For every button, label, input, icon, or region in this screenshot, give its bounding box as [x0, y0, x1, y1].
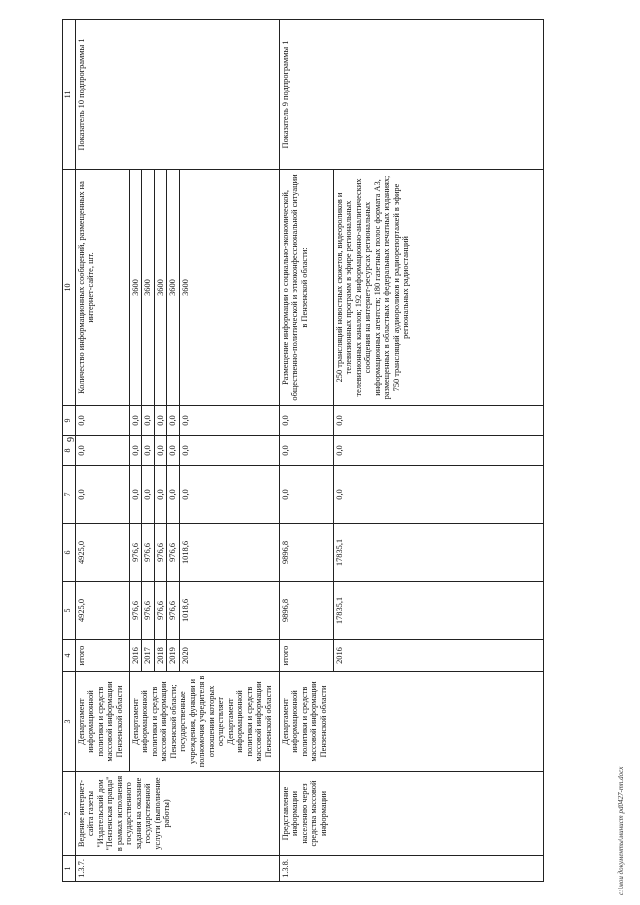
- indicator-text: Размещение информации о социально-экономической, общественно-политической и этноконфессиональной ситуации в Пензенской области:: [279, 170, 333, 406]
- amount-cell: 976,6: [130, 524, 142, 582]
- amount-cell: 0,0: [154, 466, 166, 524]
- amount-cell: 976,6: [167, 524, 179, 582]
- col-header-2: 2: [63, 772, 76, 856]
- amount-cell: 0,0: [76, 436, 130, 466]
- amount-cell: 976,6: [130, 582, 142, 640]
- rotated-table-container: [62, 20, 602, 882]
- amount-cell: 4925,0: [76, 582, 130, 640]
- amount-cell: 0,0: [333, 436, 543, 466]
- table-row: [76, 20, 130, 882]
- amount-cell: 0,0: [179, 436, 279, 466]
- col-header-1: 1: [63, 856, 76, 882]
- amount-cell: 0,0: [130, 406, 142, 436]
- amount-cell: 0,0: [167, 406, 179, 436]
- amount-cell: 17835,1: [333, 582, 543, 640]
- amount-cell: 0,0: [179, 466, 279, 524]
- executor: Департамент информационной политики и средств массовой информации Пензенской области: [76, 672, 130, 772]
- amount-cell: 0,0: [76, 406, 130, 436]
- amount-cell: 976,6: [154, 524, 166, 582]
- amount-cell: 976,6: [142, 524, 154, 582]
- col-header-10: 10: [63, 170, 76, 406]
- amount-cell: 17835,1: [333, 524, 543, 582]
- indicator-value: 3600: [179, 170, 279, 406]
- year-cell: 2020: [179, 640, 279, 672]
- row-number: 1.3.8.: [279, 856, 543, 882]
- program-activities-table: [62, 19, 544, 882]
- indicator-text: Количество информационных сообщений, размещенных на интернет-сайте, шт.: [76, 170, 130, 406]
- amount-cell: 0,0: [167, 436, 179, 466]
- footer-file-path: c:\мои документы\минист pd0427-mn.docx: [617, 766, 625, 895]
- col-header-4: 4: [63, 640, 76, 672]
- indicator-reference: Показатель 9 подпрограммы 1: [279, 20, 543, 170]
- year-cell: 2019: [167, 640, 179, 672]
- year-cell: 2017: [142, 640, 154, 672]
- indicator-value: 3600: [167, 170, 179, 406]
- indicator-value: 3600: [154, 170, 166, 406]
- indicator-value: 3600: [130, 170, 142, 406]
- amount-cell: 0,0: [154, 436, 166, 466]
- year-cell: итого: [279, 640, 333, 672]
- amount-cell: 4925,0: [76, 524, 130, 582]
- col-header-3: 3: [63, 672, 76, 772]
- amount-cell: 0,0: [333, 466, 543, 524]
- col-header-7: 7: [63, 466, 76, 524]
- amount-cell: 0,0: [142, 466, 154, 524]
- year-cell: итого: [76, 640, 130, 672]
- amount-cell: 0,0: [130, 466, 142, 524]
- amount-cell: 1018,6: [179, 582, 279, 640]
- executor: Департамент информационной политики и средств массовой информации Пензенской области: [279, 672, 543, 772]
- amount-cell: 0,0: [142, 406, 154, 436]
- amount-cell: 976,6: [154, 582, 166, 640]
- col-header-5: 5: [63, 582, 76, 640]
- col-header-8: 8: [63, 436, 76, 466]
- col-header-9: 9: [63, 406, 76, 436]
- amount-cell: 0,0: [179, 406, 279, 436]
- col-header-6: 6: [63, 524, 76, 582]
- amount-cell: 976,6: [142, 582, 154, 640]
- amount-cell: 0,0: [76, 466, 130, 524]
- indicator-value: 3600: [142, 170, 154, 406]
- amount-cell: 9896,8: [279, 524, 333, 582]
- amount-cell: 0,0: [130, 436, 142, 466]
- amount-cell: 1018,6: [179, 524, 279, 582]
- activity-name: Ведение интернет-сайта газеты "Издательский дом "Пензенская правда" в рамках исполнения государственного задания на оказание государственной услуги (выполнение работы): [76, 772, 280, 856]
- row-number: 1.3.7.: [76, 856, 280, 882]
- amount-cell: 0,0: [279, 406, 333, 436]
- indicator-reference: Показатель 10 подпрограммы 1: [76, 20, 280, 170]
- executor-detail: Департамент информационной политики и средств массовой информации Пензенской области; государственные учреждения, функции и полномочия учредителя в отношении которых осуществляет Департамент информационной политики и средств массовой информации Пензенской области: [130, 672, 280, 772]
- amount-cell: 0,0: [279, 436, 333, 466]
- indicator-detail: 250 трансляций новостных сюжетов, видеороликов и телевизионных программ в эфире региональных телевизионных каналов; 192 информационно-аналитических сообщения на интернет-ресурсах региональных информационных агентств; 180 газетных полос формата А3, размещенных в областных и федеральных печатных изданиях; 750 трансляций аудиороликов и радиорепортажей в эфире региональных радиостанций: [333, 170, 543, 406]
- amount-cell: 0,0: [279, 466, 333, 524]
- header-row: [63, 20, 76, 882]
- amount-cell: 0,0: [333, 406, 543, 436]
- page-number: 9: [66, 437, 77, 442]
- year-cell: 2018: [154, 640, 166, 672]
- year-cell: 2016: [130, 640, 142, 672]
- amount-cell: 976,6: [167, 582, 179, 640]
- amount-cell: 0,0: [154, 406, 166, 436]
- amount-cell: 0,0: [167, 466, 179, 524]
- year-cell: 2016: [333, 640, 543, 672]
- table-row: [279, 20, 333, 882]
- col-header-11: 11: [63, 20, 76, 170]
- amount-cell: 0,0: [142, 436, 154, 466]
- activity-name: Представление информации населению через средства массовой информации: [279, 772, 543, 856]
- amount-cell: 9896,8: [279, 582, 333, 640]
